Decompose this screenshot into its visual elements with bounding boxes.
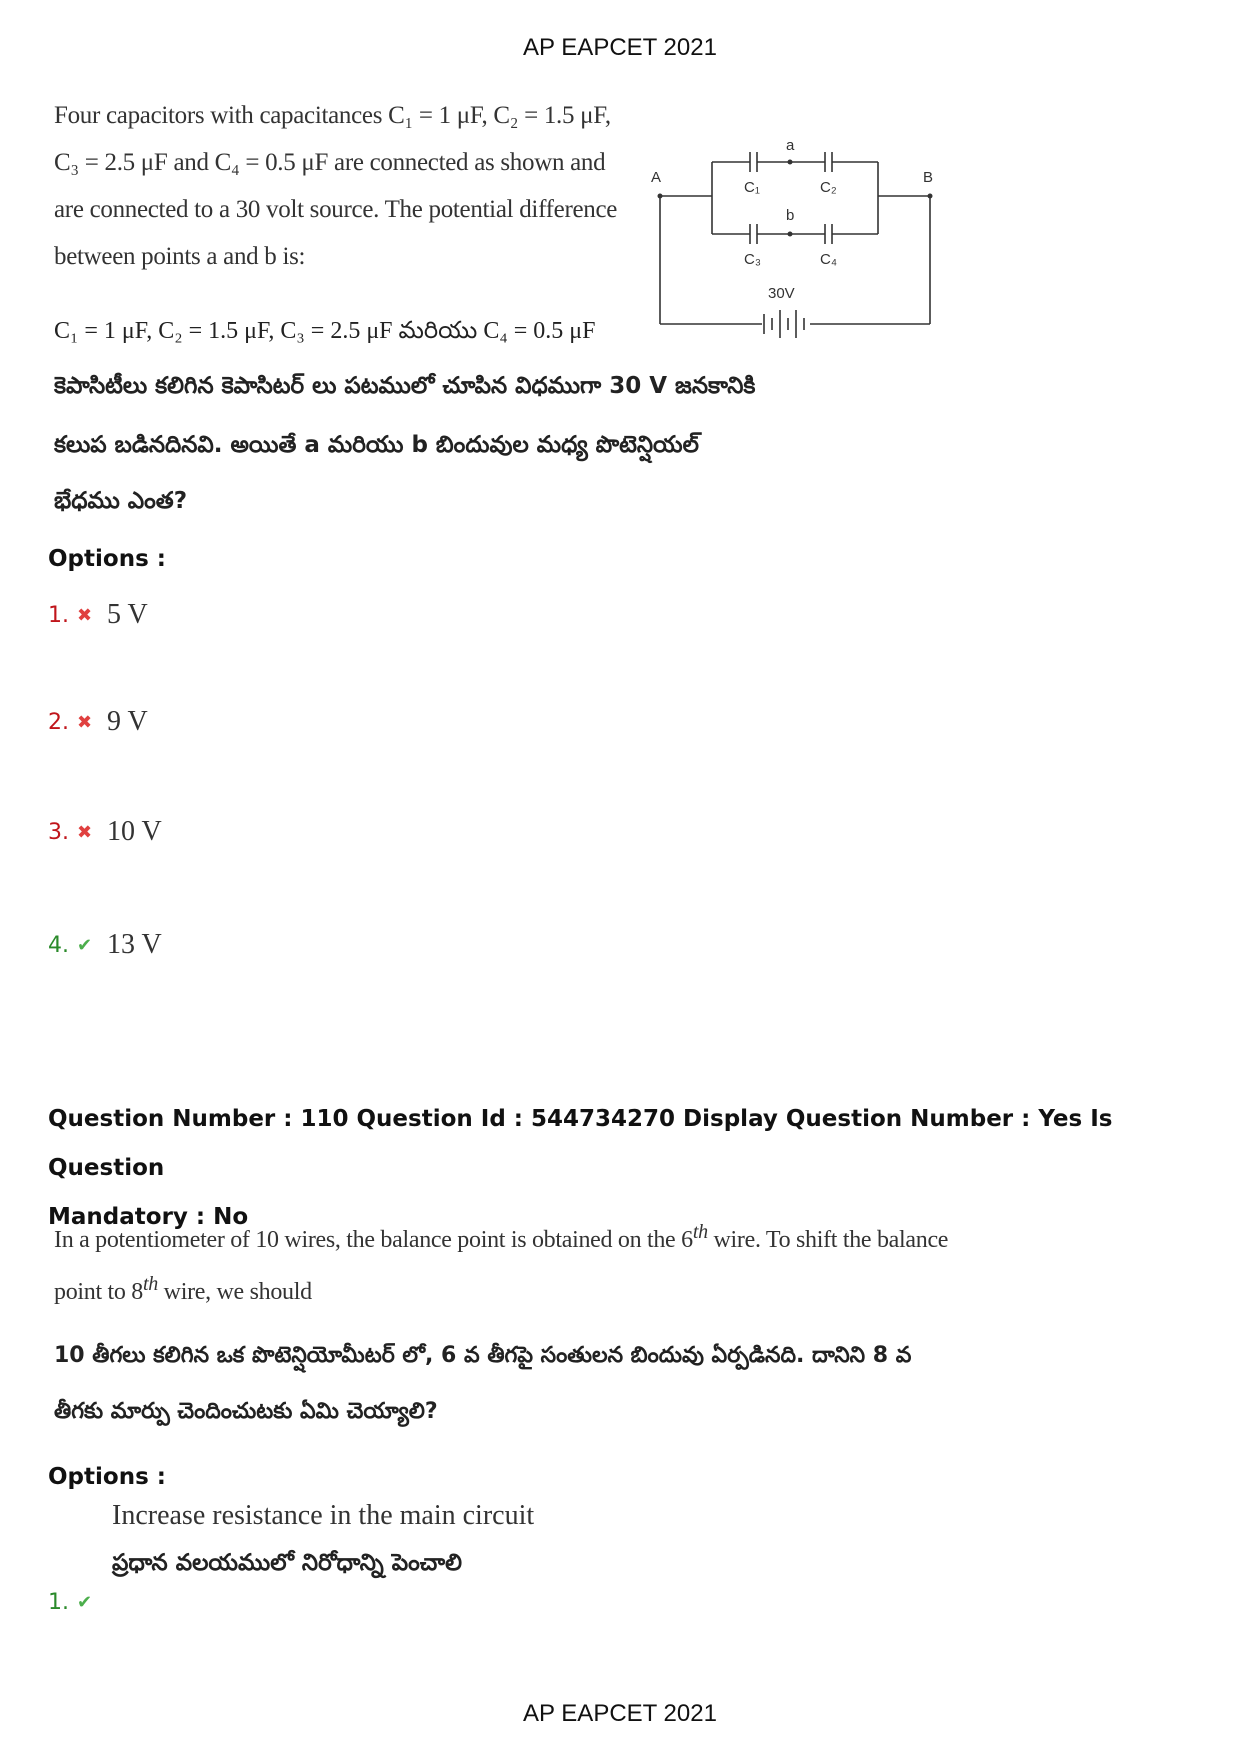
question-text-telugu: 10 తీగలు కలిగిన ఒక పొటెన్షియోమీటర్ లో, 6 వ తీగపై సంతులన బిందువు ఏర్పడినది. దానిని 8 వ	[54, 1343, 912, 1368]
option-number: 1.	[48, 1589, 69, 1615]
label-b: b	[786, 207, 795, 224]
question-line: In a potentiometer of 10 wires, the balance point is obtained on the 6th wire. To shift the balance	[54, 1221, 949, 1253]
page-footer: AP EAPCET 2021	[523, 1700, 717, 1727]
question-line: point to 8th wire, we should	[54, 1273, 312, 1305]
label-c1: C₁	[744, 179, 760, 196]
question-text-english	[54, 1210, 948, 1314]
circuit-diagram	[640, 130, 940, 340]
label-source: 30V	[768, 285, 795, 302]
question-text-telugu: తీగకు మార్పు చెందించుటకు ఏమి చెయ్యాలి?	[54, 1399, 438, 1424]
question-text-english	[54, 92, 617, 280]
option-value: 9 V	[107, 706, 148, 737]
label-B: B	[923, 169, 934, 186]
question-line: between points a and b is:	[54, 243, 306, 270]
label-A: A	[651, 169, 662, 186]
question-text-telugu-formula: C₁ = 1 μF, C₂ = 1.5 μF, C₃ = 2.5 μF మరియు C₄ = 0.5 μF	[54, 318, 596, 344]
option-value: 5 V	[107, 599, 148, 630]
label-c2: C₂	[820, 179, 837, 196]
wrong-icon: ✖	[77, 711, 93, 733]
label-a: a	[786, 137, 795, 154]
question-meta-line: Mandatory : No	[48, 1204, 249, 1230]
check-icon: ✔	[77, 1591, 93, 1613]
check-icon: ✔	[77, 934, 93, 956]
option-1-text-english: Increase resistance in the main circuit	[112, 1500, 535, 1531]
question-text-telugu: భేధము ఎంత?	[54, 488, 188, 514]
option-3[interactable]	[48, 812, 162, 852]
node-A	[658, 194, 663, 199]
option-value: 13 V	[107, 929, 162, 960]
option-2[interactable]	[48, 702, 148, 742]
option-1[interactable]	[48, 1582, 99, 1622]
question-line: C₃ = 2.5 μF and C₄ = 0.5 μF are connected as shown and	[54, 149, 606, 176]
question-meta-line: Question Number : 110 Question Id : 544734270 Display Question Number : Yes Is Question	[48, 1106, 1113, 1181]
option-number: 4.	[48, 932, 69, 958]
label-c3: C₃	[744, 251, 761, 268]
option-1[interactable]	[48, 595, 148, 635]
options-label: Options :	[48, 1464, 166, 1490]
options-label: Options :	[48, 546, 166, 572]
option-value: 10 V	[107, 816, 162, 847]
wrong-icon: ✖	[77, 821, 93, 843]
question-line: are connected to a 30 volt source. The potential difference	[54, 196, 618, 223]
option-number: 3.	[48, 819, 69, 845]
option-number: 1.	[48, 602, 69, 628]
wrong-icon: ✖	[77, 604, 93, 626]
option-1-text-telugu: ప్రధాన వలయములో నిరోధాన్ని పెంచాలి	[112, 1550, 462, 1576]
question-text-telugu: కెపాసిటీలు కలిగిన కెపాసిటర్ లు పటములో చూపిన విధముగా 30 V జనకానికి	[54, 373, 756, 399]
option-number: 2.	[48, 709, 69, 735]
node-B	[928, 194, 933, 199]
option-4[interactable]	[48, 925, 162, 965]
page-header: AP EAPCET 2021	[523, 34, 717, 61]
question-text-telugu: కలుప బడినదినవి. అయితే a మరియు b బిందువుల మధ్య పొటెన్షియల్	[54, 432, 699, 458]
question-line: Four capacitors with capacitances C₁ = 1 μF, C₂ = 1.5 μF,	[54, 102, 611, 129]
node-b	[788, 232, 793, 237]
node-a	[788, 160, 793, 165]
label-c4: C₄	[820, 251, 837, 268]
